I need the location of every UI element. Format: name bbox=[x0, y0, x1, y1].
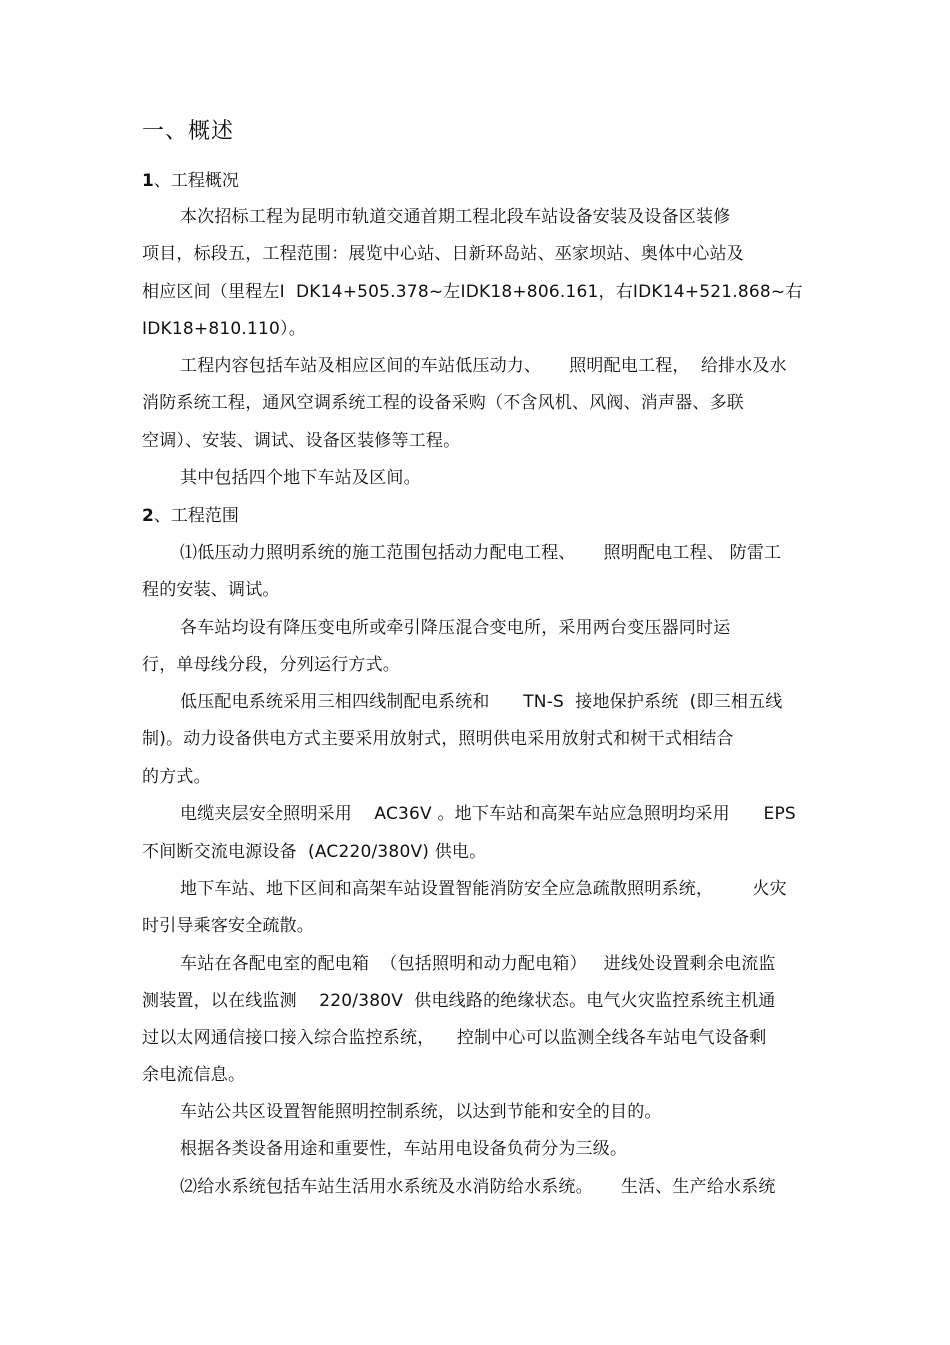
section-number: 2 bbox=[142, 506, 154, 526]
paragraph-line: 各车站均设有降压变电所或牵引降压混合变电所，采用两台变压器同时运 bbox=[180, 618, 731, 638]
paragraph-line: 时引导乘客安全疏散。 bbox=[142, 916, 314, 936]
paragraph-line: 低压配电系统采用三相四线制配电系统和 TN-S 接地保护系统 (即三相五线 bbox=[180, 692, 783, 712]
paragraph-line: 项目，标段五，工程范围：展览中心站、日新环岛站、巫家坝站、奥体中心站及 bbox=[142, 244, 744, 264]
paragraph-line: 空调）、安装、调试、设备区装修等工程。 bbox=[142, 431, 461, 451]
document-title: 一、概述 bbox=[142, 119, 235, 144]
paragraph-line: 其中包括四个地下车站及区间。 bbox=[180, 468, 421, 488]
paragraph-line: 余电流信息。 bbox=[142, 1065, 246, 1085]
paragraph-line: 相应区间（里程左Ⅰ DK14+505.378~左ⅠDK18+806.161，右ⅠDK14+521.868~右 bbox=[142, 282, 803, 302]
paragraph-line: 车站公共区设置智能照明控制系统，以达到节能和安全的目的。 bbox=[180, 1102, 662, 1122]
section-title: 、工程范围 bbox=[153, 506, 239, 526]
paragraph-line: 程的安装、调试。 bbox=[142, 580, 280, 600]
section-heading-2 bbox=[142, 505, 239, 527]
paragraph-line: 本次招标工程为昆明市轨道交通首期工程北段车站设备安装及设备区装修 bbox=[180, 207, 731, 227]
section-number: 1 bbox=[142, 171, 154, 191]
paragraph-line: 根据各类设备用途和重要性，车站用电设备负荷分为三级。 bbox=[180, 1139, 628, 1159]
paragraph-line: 制)。动力设备供电方式主要采用放射式，照明供电采用放射式和树干式相结合 bbox=[142, 729, 734, 749]
paragraph-line: 地下车站、地下区间和高架车站设置智能消防安全应急疏散照明系统， 火灾 bbox=[180, 879, 787, 899]
paragraph-line: ⑴低压动力照明系统的施工范围包括动力配电工程、 照明配电工程、 防雷工 bbox=[180, 543, 782, 563]
paragraph-line: ⑵给水系统包括车站生活用水系统及水消防给水系统。 生活、生产给水系统 bbox=[180, 1177, 776, 1197]
paragraph-line: 过以太网通信接口接入综合监控系统， 控制中心可以监测全线各车站电气设备剩 bbox=[142, 1028, 767, 1048]
paragraph-line: 测装置，以在线监测 220/380V 供电线路的绝缘状态。电气火灾监控系统主机通 bbox=[142, 991, 776, 1011]
paragraph-line: 消防系统工程，通风空调系统工程的设备采购（不含风机、风阀、消声器、多联 bbox=[142, 393, 744, 413]
section-title: 、工程概况 bbox=[153, 171, 239, 191]
paragraph-line: 电缆夹层安全照明采用 AC36V 。地下车站和高架车站应急照明均采用 EPS bbox=[180, 804, 796, 824]
paragraph-line: ⅠDK18+810.110）。 bbox=[142, 319, 306, 339]
paragraph-line: 工程内容包括车站及相应区间的车站低压动力、 照明配电工程， 给排水及水 bbox=[180, 356, 787, 376]
paragraph-line: 的方式。 bbox=[142, 767, 211, 787]
section-heading-1 bbox=[142, 170, 239, 192]
paragraph-line: 车站在各配电室的配电箱 （包括照明和动力配电箱） 进线处设置剩余电流监 bbox=[180, 954, 776, 974]
paragraph-line: 行，单母线分段，分列运行方式。 bbox=[142, 655, 400, 675]
paragraph-line: 不间断交流电源设备 (AC220/380V) 供电。 bbox=[142, 842, 487, 862]
